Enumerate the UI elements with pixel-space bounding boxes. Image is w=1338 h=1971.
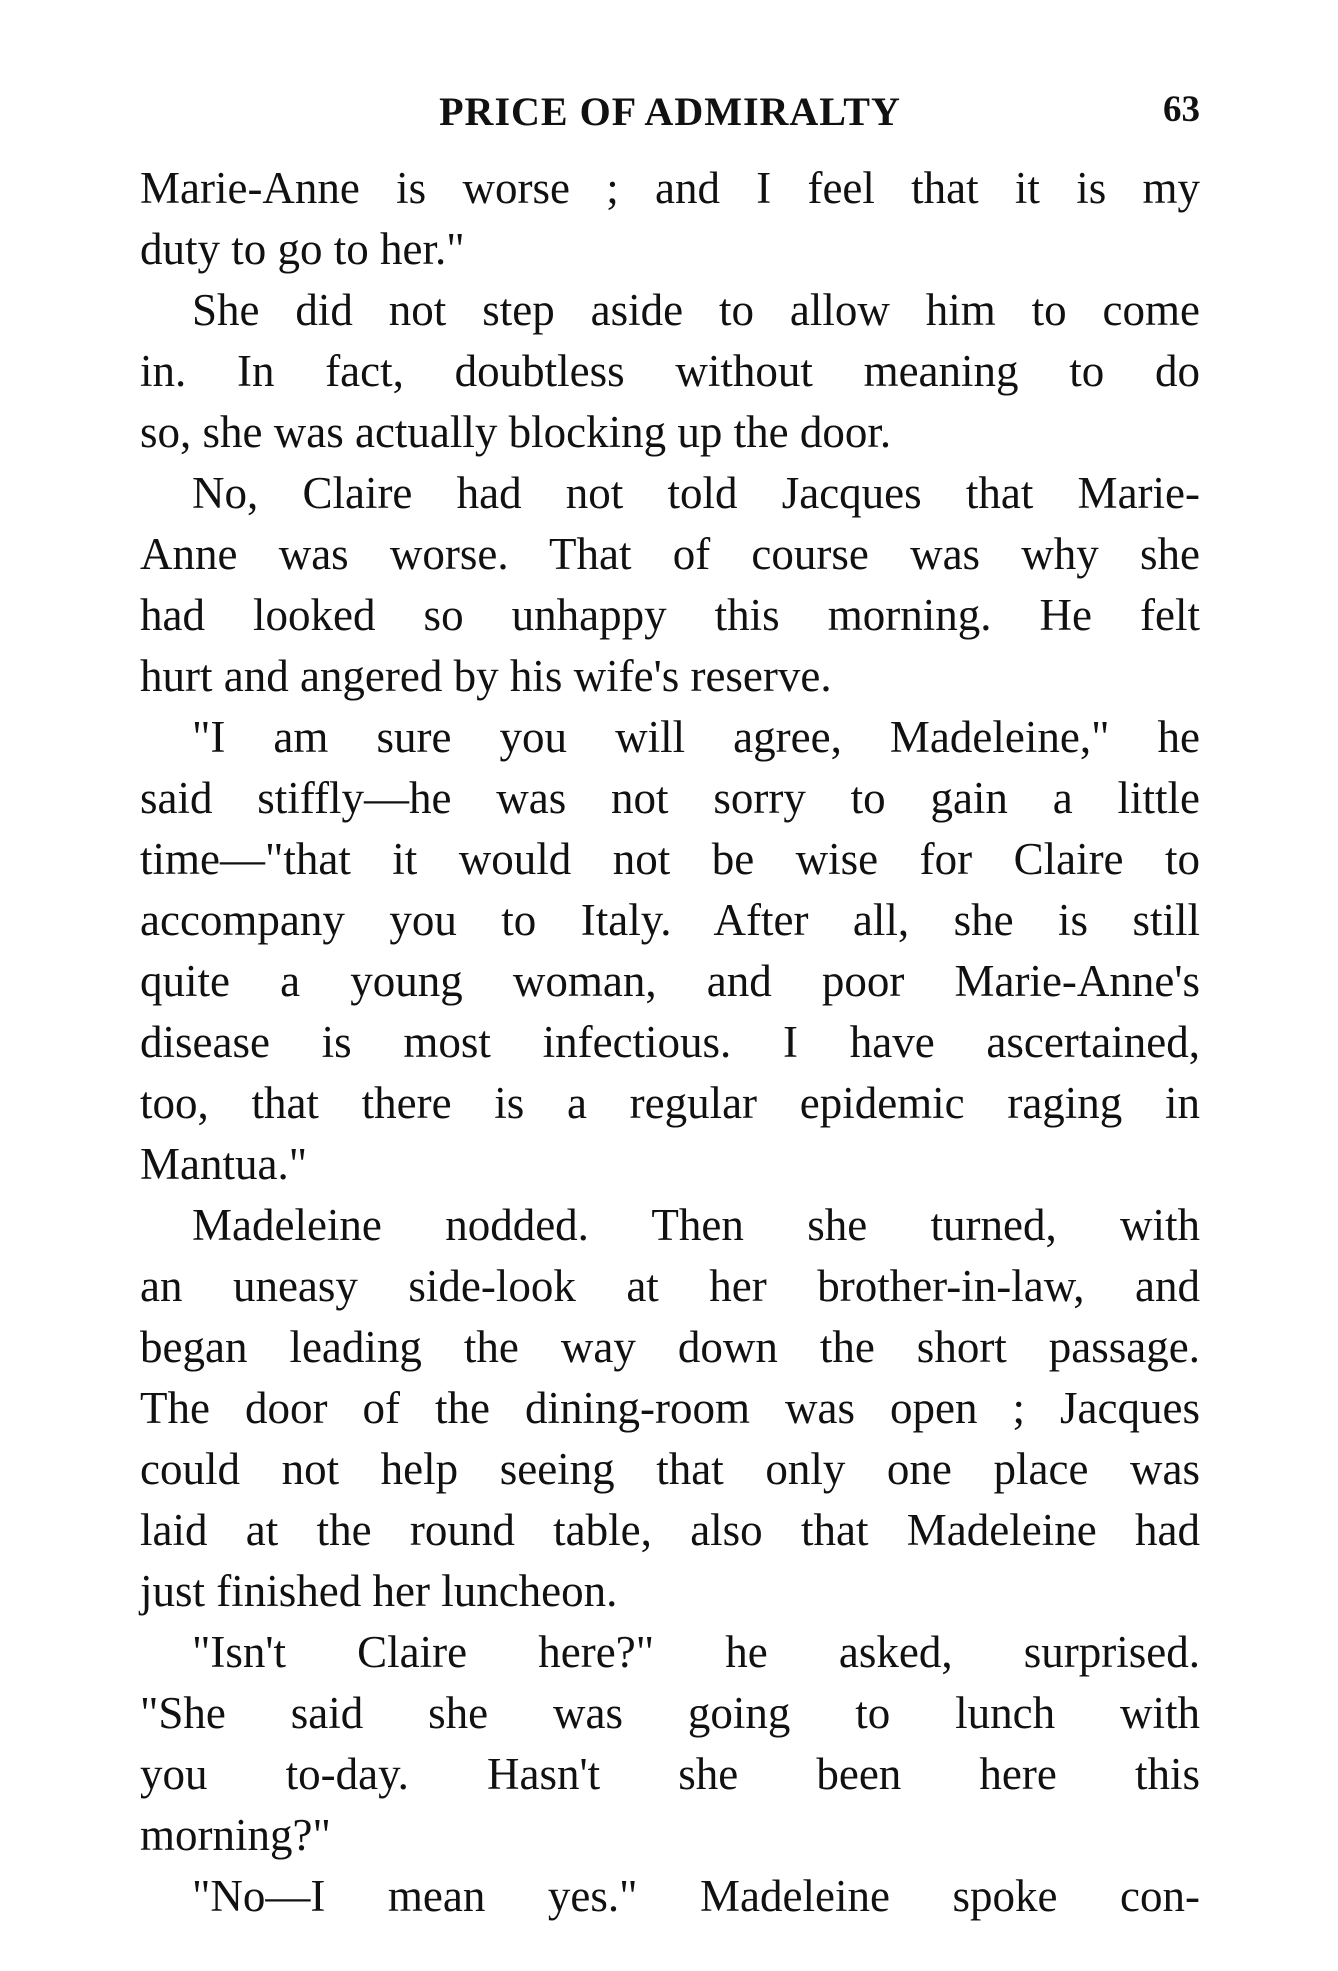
text-line: just finished her luncheon. xyxy=(140,1566,618,1616)
text-line: began leading the way down the short passage. xyxy=(140,1322,1200,1372)
text-line: Marie-Anne is worse ; and I feel that it is my xyxy=(140,163,1200,213)
text-line: you to-day. Hasn't she been here this xyxy=(140,1749,1200,1799)
running-header xyxy=(140,88,1200,138)
text-line: Madeleine nodded. Then she turned, with xyxy=(192,1200,1200,1250)
text-line: "I am sure you will agree, Madeleine," he xyxy=(192,712,1200,762)
text-line: quite a young woman, and poor Marie-Anne's xyxy=(140,956,1200,1006)
text-line: accompany you to Italy. After all, she is still xyxy=(140,895,1200,945)
text-line: had looked so unhappy this morning. He felt xyxy=(140,590,1200,640)
text-line: an uneasy side-look at her brother-in-law, and xyxy=(140,1261,1200,1311)
text-line: so, she was actually blocking up the door. xyxy=(140,407,892,457)
text-line: could not help seeing that only one place was xyxy=(140,1444,1200,1494)
text-line: No, Claire had not told Jacques that Marie- xyxy=(192,468,1200,518)
text-line: She did not step aside to allow him to come xyxy=(192,285,1200,335)
page-number: 63 xyxy=(1163,89,1200,130)
text-line: Mantua." xyxy=(140,1139,308,1189)
text-line: in. In fact, doubtless without meaning to do xyxy=(140,346,1200,396)
text-line: time—"that it would not be wise for Claire to xyxy=(140,834,1200,884)
text-line: hurt and angered by his wife's reserve. xyxy=(140,651,832,701)
text-line: "She said she was going to lunch with xyxy=(140,1688,1200,1738)
text-line: The door of the dining-room was open ; Jacques xyxy=(140,1383,1200,1433)
text-line: duty to go to her." xyxy=(140,224,465,274)
text-line: morning?" xyxy=(140,1810,331,1860)
text-line: laid at the round table, also that Madeleine had xyxy=(140,1505,1200,1555)
text-line: Anne was worse. That of course was why she xyxy=(140,529,1200,579)
text-line: "No—I mean yes." Madeleine spoke con- xyxy=(192,1871,1200,1921)
body-text xyxy=(140,158,1200,1927)
running-title: PRICE OF ADMIRALTY xyxy=(439,89,901,134)
text-line: said stiffly—he was not sorry to gain a little xyxy=(140,773,1200,823)
text-line: "Isn't Claire here?" he asked, surprised. xyxy=(192,1627,1200,1677)
text-line: too, that there is a regular epidemic raging in xyxy=(140,1078,1200,1128)
text-line: disease is most infectious. I have ascertained, xyxy=(140,1017,1200,1067)
